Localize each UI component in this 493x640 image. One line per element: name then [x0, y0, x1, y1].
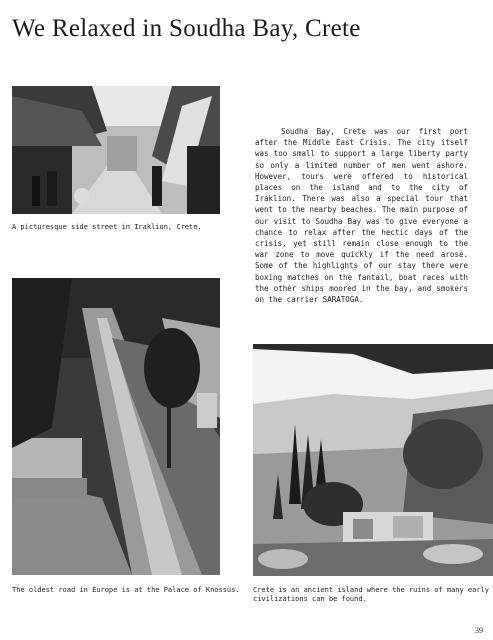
ruins-photo-caption: Crete is an ancient island where the ruins of many early civilizations can be found. [253, 586, 490, 603]
ruins-photo [253, 344, 493, 576]
street-photo-caption: A picturesque side street in Iraklion, Crete. [12, 223, 202, 231]
article-body: Soudha Bay, Crete was our first port after the Middle East Crisis. The city itself was too small to support a large liberty party so only a limited number of men went ashore. However, tours were offered to historical places on the island and to the city of Iraklion. There was also a special tour that went to the nearby beaches. The main purpose of our visit to Soudha Bay was to give everyone a chance to relax after the hectic days of the crisis, yet still remain close enough to the war zone to move quickly if the need arose. Some of the highlights of our stay there were boxing matches on the fantail, boat races with the other ships moored in the bay, and smokers on the carrier SARATOGA. [255, 127, 468, 305]
ancient-road-caption: The oldest road in Europe is at the Palace of Knossus. [12, 586, 240, 594]
page-number: 39 [475, 626, 483, 635]
ancient-road-photo [12, 278, 220, 575]
page-title: We Relaxed in Soudha Bay, Crete [12, 15, 361, 42]
street-photo [12, 86, 220, 214]
